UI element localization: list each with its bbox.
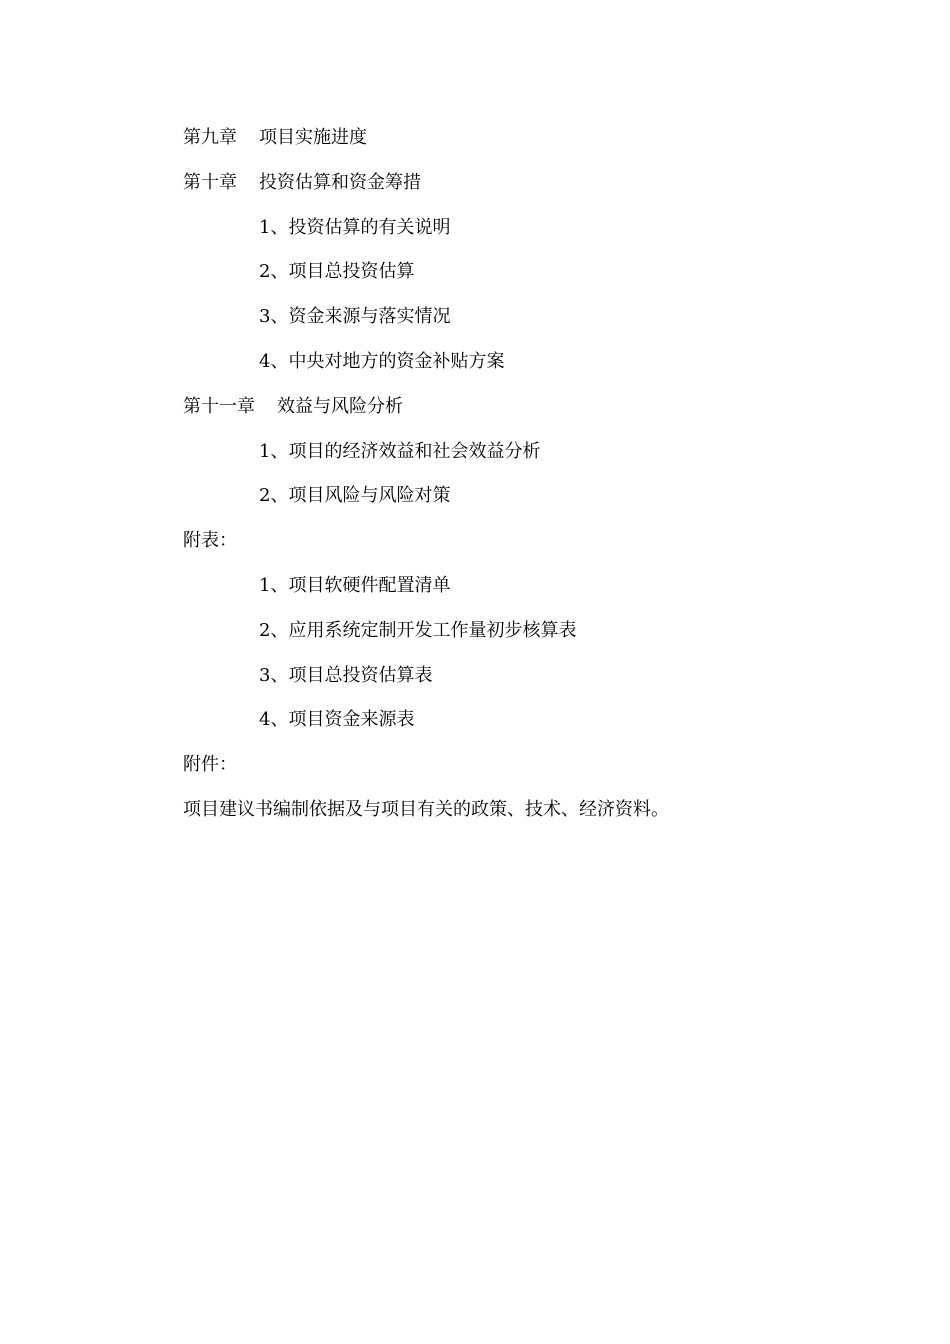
chapter-label: 第十一章 — [183, 395, 255, 417]
toc-chapter-11 — [183, 393, 883, 438]
toc-item: 2、项目总投资估算 — [259, 261, 415, 283]
chapter-label: 第十章 — [183, 171, 237, 193]
toc-chapter-9 — [183, 124, 883, 169]
chapter-title: 项目实施进度 — [259, 127, 367, 148]
toc-item: 1、投资估算的有关说明 — [259, 216, 451, 238]
toc-item: 4、中央对地方的资金补贴方案 — [259, 350, 505, 372]
toc-item: 2、项目风险与风险对策 — [259, 485, 451, 507]
toc-chapter-10 — [183, 169, 883, 214]
toc-item: 4、项目资金来源表 — [259, 709, 415, 731]
toc-item: 1、项目软硬件配置清单 — [259, 574, 451, 596]
toc-tables-heading: 附表： — [183, 530, 237, 552]
toc-item: 3、资金来源与落实情况 — [259, 306, 451, 328]
toc-attachments-text: 项目建议书编制依据及与项目有关的政策、技术、经济资料。 — [183, 798, 669, 820]
toc-item: 2、应用系统定制开发工作量初步核算表 — [259, 619, 577, 641]
toc-attachments-heading: 附件： — [183, 754, 237, 776]
toc-item: 1、项目的经济效益和社会效益分析 — [259, 440, 541, 462]
toc-item: 3、项目总投资估算表 — [259, 664, 433, 686]
chapter-title: 效益与风险分析 — [277, 395, 403, 417]
chapter-label: 第九章 — [183, 127, 237, 148]
chapter-title: 投资估算和资金筹措 — [259, 171, 421, 193]
table-of-contents — [183, 124, 883, 841]
